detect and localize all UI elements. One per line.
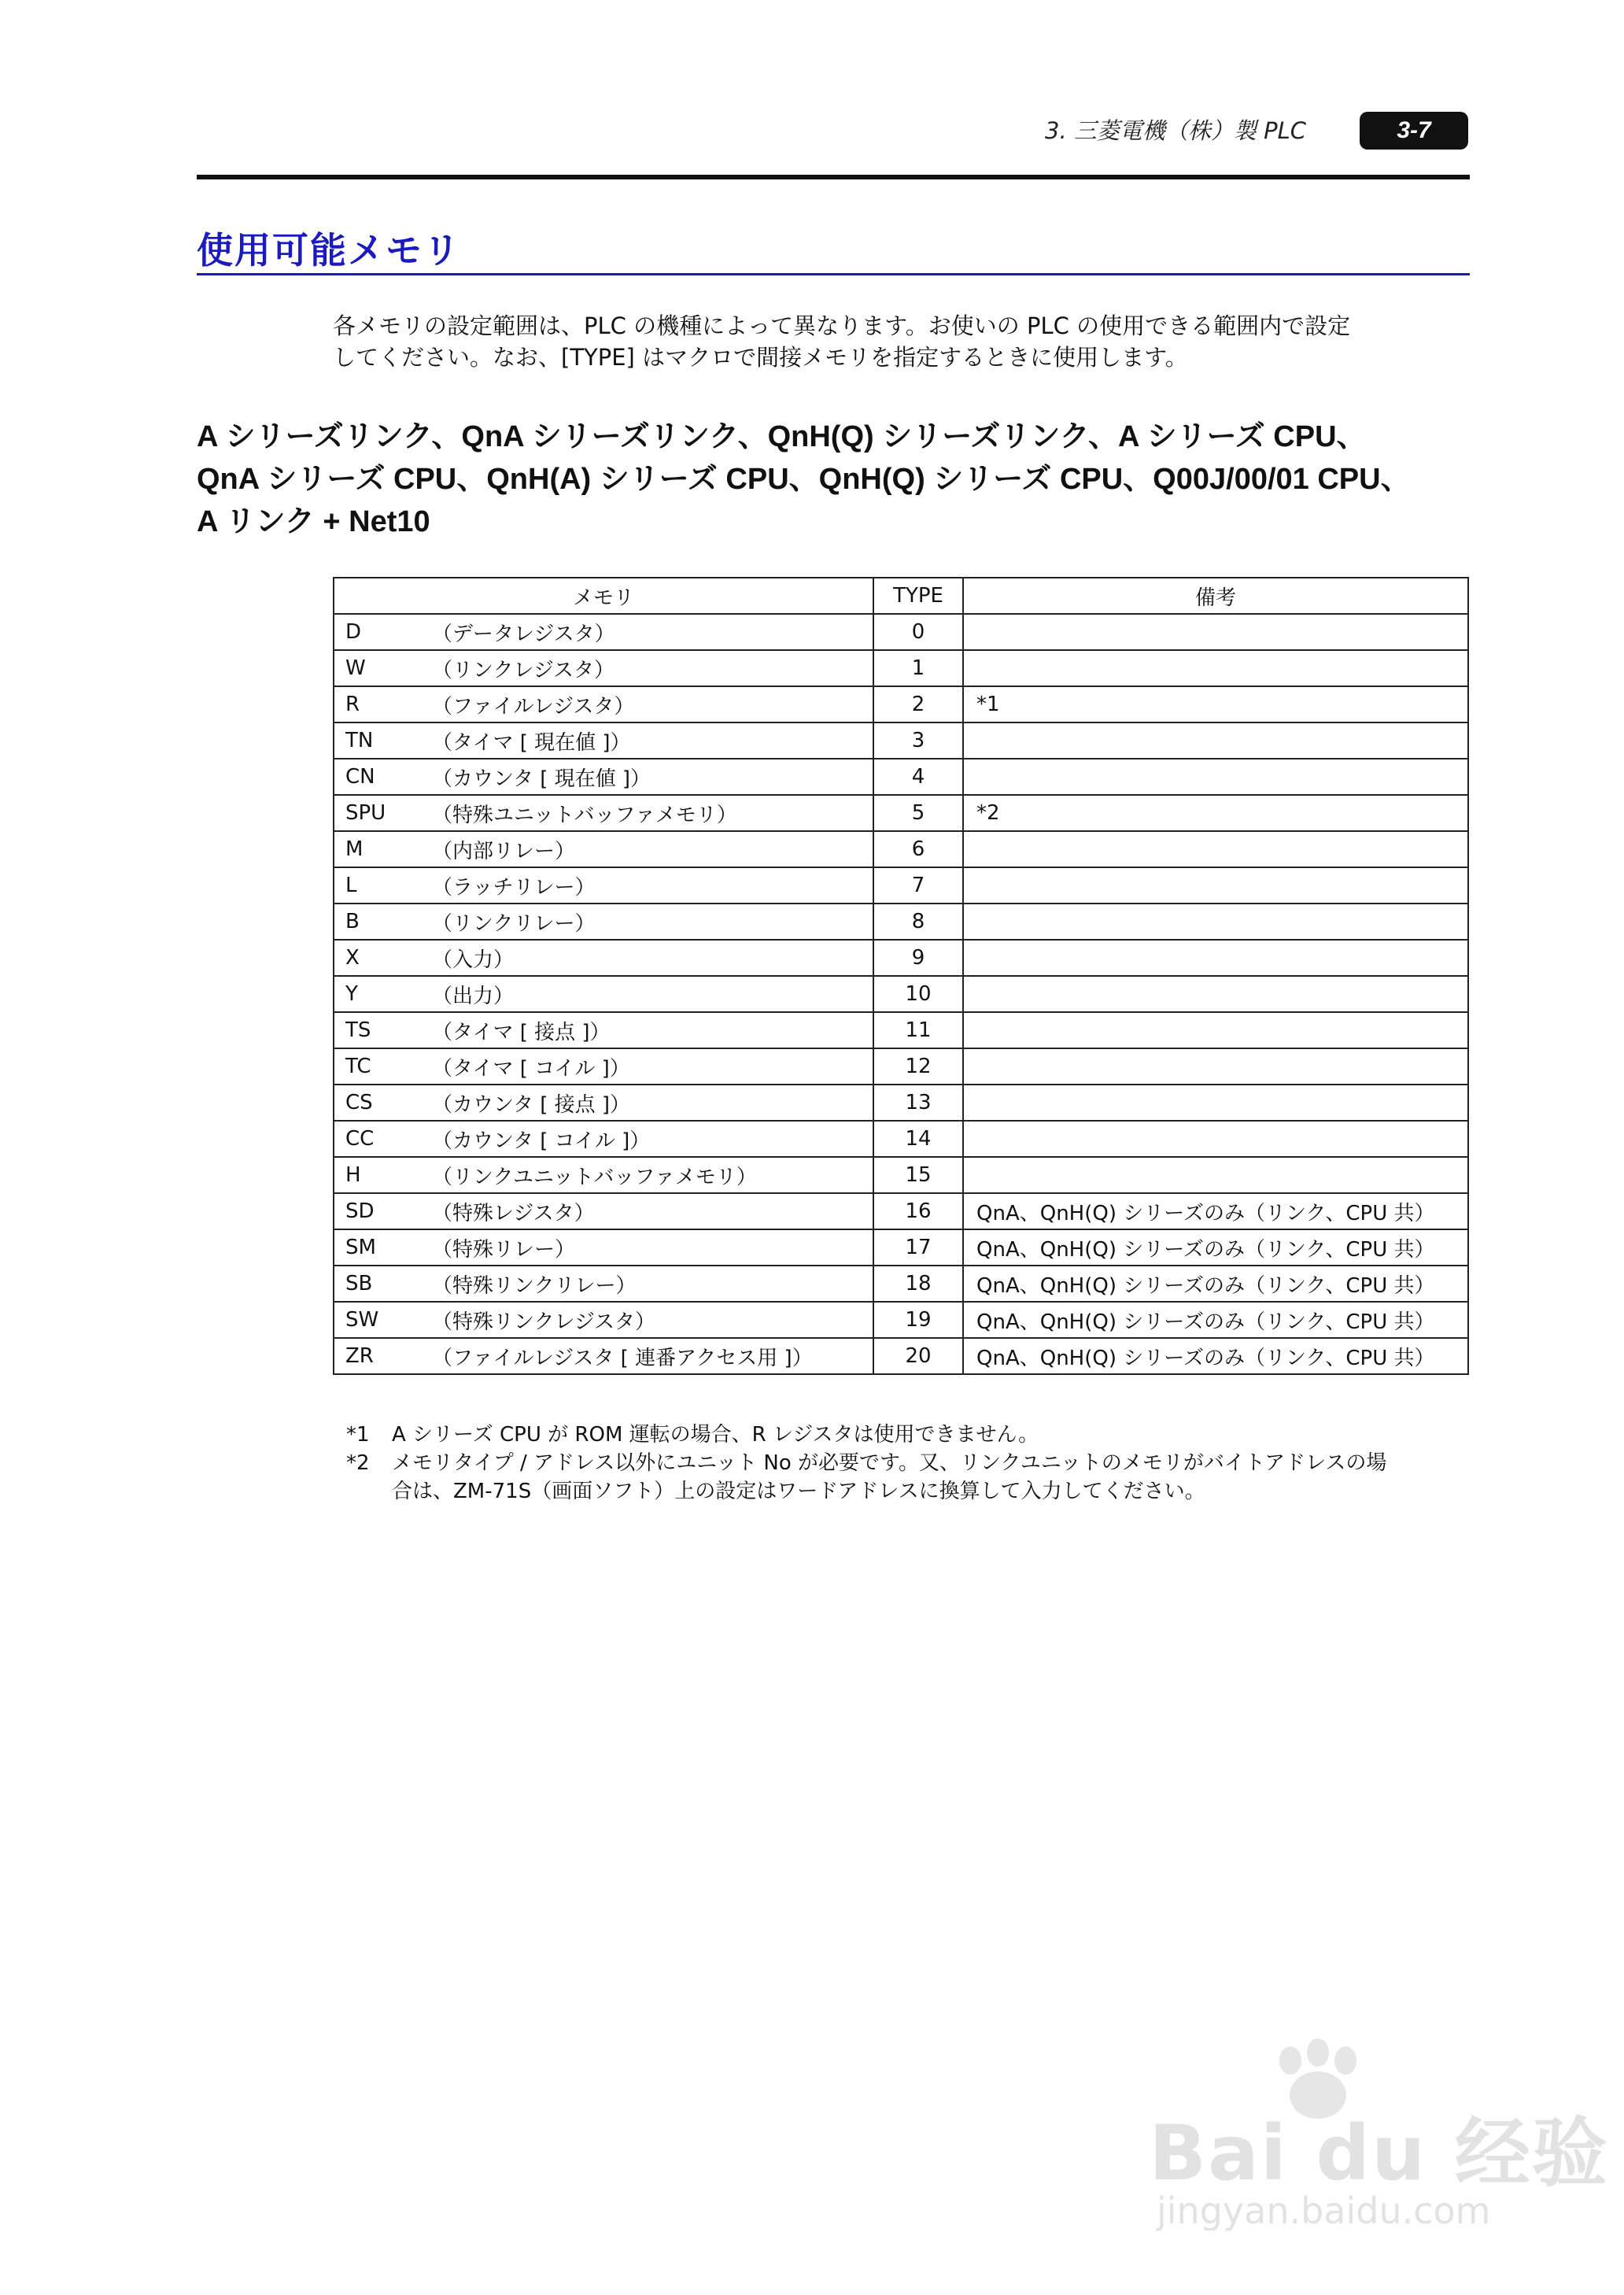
memory-code: W — [334, 650, 432, 686]
type-value: 5 — [873, 795, 963, 831]
memory-description: （ファイルレジスタ） — [432, 686, 873, 722]
type-value: 10 — [873, 976, 963, 1012]
memory-code: ZR — [334, 1338, 432, 1374]
type-value: 12 — [873, 1048, 963, 1085]
table-row — [334, 976, 1468, 1012]
memory-description: （特殊レジスタ） — [432, 1193, 873, 1229]
remarks-cell — [963, 1048, 1468, 1085]
remarks-cell — [963, 940, 1468, 976]
footnotes — [346, 1421, 1479, 1506]
remarks-cell — [963, 1157, 1468, 1193]
remarks-cell — [963, 722, 1468, 759]
memory-description: （タイマ [ 現在値 ]） — [432, 722, 873, 759]
memory-description: （出力） — [432, 976, 873, 1012]
table-row — [334, 650, 1468, 686]
memory-description: （タイマ [ 接点 ]） — [432, 1012, 873, 1048]
memory-description: （カウンタ [ 現在値 ]） — [432, 759, 873, 795]
table-row — [334, 1229, 1468, 1266]
type-value: 0 — [873, 614, 963, 650]
table-row — [334, 1048, 1468, 1085]
type-value: 9 — [873, 940, 963, 976]
header-rule — [197, 175, 1470, 179]
subheading-line: A シリーズリンク、QnA シリーズリンク、QnH(Q) シリーズリンク、A シリーズ CPU、 — [197, 420, 1367, 453]
memory-code: TS — [334, 1012, 432, 1048]
table-row — [334, 940, 1468, 976]
subheading-line: QnA シリーズ CPU、QnH(A) シリーズ CPU、QnH(Q) シリーズ CPU、Q00J/00/01 CPU、 — [197, 463, 1411, 496]
remarks-cell: QnA、QnH(Q) シリーズのみ（リンク、CPU 共） — [963, 1302, 1468, 1338]
remarks-cell: QnA、QnH(Q) シリーズのみ（リンク、CPU 共） — [963, 1229, 1468, 1266]
table-row — [334, 831, 1468, 867]
table-row — [334, 1193, 1468, 1229]
memory-description: （ファイルレジスタ [ 連番アクセス用 ]） — [432, 1338, 873, 1374]
memory-description: （リンクユニットバッファメモリ） — [432, 1157, 873, 1193]
remarks-cell: *2 — [963, 795, 1468, 831]
memory-code: CC — [334, 1121, 432, 1157]
memory-description: （特殊リンクレジスタ） — [432, 1302, 873, 1338]
memory-description: （タイマ [ コイル ]） — [432, 1048, 873, 1085]
memory-description: （内部リレー） — [432, 831, 873, 867]
memory-description: （入力） — [432, 940, 873, 976]
footnote-line: メモリタイプ / アドレス以外にユニット No が必要です。又、リンクユニットのメモリがバイトアドレスの場 — [392, 1451, 1387, 1475]
type-value: 3 — [873, 722, 963, 759]
memory-code: M — [334, 831, 432, 867]
remarks-cell — [963, 650, 1468, 686]
memory-description: （リンクレジスタ） — [432, 650, 873, 686]
memory-description: （ラッチリレー） — [432, 867, 873, 904]
type-value: 1 — [873, 650, 963, 686]
memory-description: （特殊リンクリレー） — [432, 1266, 873, 1302]
table-row — [334, 904, 1468, 940]
memory-description: （リンクリレー） — [432, 904, 873, 940]
memory-code: CS — [334, 1085, 432, 1121]
table-row — [334, 1085, 1468, 1121]
intro-line: してください。なお、[TYPE] はマクロで間接メモリを指定するときに使用します。 — [333, 344, 1188, 371]
intro-line: 各メモリの設定範囲は、PLC の機種によって異なります。お使いの PLC の使用できる範囲内で設定 — [333, 312, 1351, 339]
memory-code: D — [334, 614, 432, 650]
type-value: 19 — [873, 1302, 963, 1338]
remarks-cell — [963, 614, 1468, 650]
table-row — [334, 722, 1468, 759]
type-value: 2 — [873, 686, 963, 722]
type-value: 18 — [873, 1266, 963, 1302]
footnote-mark: *2 — [346, 1451, 370, 1475]
table-row — [334, 1338, 1468, 1374]
memory-code: B — [334, 904, 432, 940]
section-rule — [197, 273, 1470, 275]
type-value: 14 — [873, 1121, 963, 1157]
series-subheading — [197, 416, 1487, 543]
memory-description: （特殊リレー） — [432, 1229, 873, 1266]
type-value: 17 — [873, 1229, 963, 1266]
memory-table — [333, 577, 1469, 1375]
remarks-cell: QnA、QnH(Q) シリーズのみ（リンク、CPU 共） — [963, 1266, 1468, 1302]
footnote-line: 合は、ZM-71S（画面ソフト）上の設定はワードアドレスに換算して入力してください。 — [392, 1480, 1205, 1503]
memory-table-body — [334, 614, 1468, 1374]
type-value: 20 — [873, 1338, 963, 1374]
header-type: TYPE — [873, 578, 963, 614]
memory-code: SD — [334, 1193, 432, 1229]
table-row — [334, 867, 1468, 904]
page-number-badge: 3-7 — [1360, 112, 1468, 150]
footnote-text: A シリーズ CPU が ROM 運転の場合、R レジスタは使用できません。 — [392, 1423, 1039, 1447]
table-row — [334, 795, 1468, 831]
header-memory: メモリ — [334, 578, 873, 614]
type-value: 13 — [873, 1085, 963, 1121]
type-value: 11 — [873, 1012, 963, 1048]
memory-description: （特殊ユニットバッファメモリ） — [432, 795, 873, 831]
remarks-cell — [963, 759, 1468, 795]
remarks-cell — [963, 1012, 1468, 1048]
remarks-cell — [963, 904, 1468, 940]
remarks-cell: *1 — [963, 686, 1468, 722]
type-value: 6 — [873, 831, 963, 867]
table-row — [334, 1266, 1468, 1302]
footnote-2 — [346, 1449, 1479, 1506]
memory-code: H — [334, 1157, 432, 1193]
table-row — [334, 1012, 1468, 1048]
footnote-1 — [346, 1421, 1479, 1449]
type-value: 8 — [873, 904, 963, 940]
type-value: 7 — [873, 867, 963, 904]
remarks-cell — [963, 1121, 1468, 1157]
remarks-cell — [963, 976, 1468, 1012]
type-value: 16 — [873, 1193, 963, 1229]
table-row — [334, 614, 1468, 650]
remarks-cell — [963, 831, 1468, 867]
memory-description: （カウンタ [ コイル ]） — [432, 1121, 873, 1157]
memory-code: CN — [334, 759, 432, 795]
memory-code: R — [334, 686, 432, 722]
memory-description: （データレジスタ） — [432, 614, 873, 650]
table-row — [334, 1121, 1468, 1157]
subheading-line: A リンク + Net10 — [197, 505, 430, 538]
memory-code: X — [334, 940, 432, 976]
table-row — [334, 686, 1468, 722]
section-title: 使用可能メモリ — [197, 229, 461, 272]
remarks-cell — [963, 1085, 1468, 1121]
memory-code: SB — [334, 1266, 432, 1302]
table-row — [334, 759, 1468, 795]
memory-code: Y — [334, 976, 432, 1012]
footnote-mark: *1 — [346, 1423, 370, 1447]
chapter-header: 3. 三菱電機（株）製 PLC — [1045, 117, 1306, 144]
watermark-brand: Bai du 经验 — [1149, 2109, 1609, 2197]
footnote-text — [392, 1449, 1386, 1506]
table-row — [334, 1157, 1468, 1193]
type-value: 15 — [873, 1157, 963, 1193]
memory-code: TC — [334, 1048, 432, 1085]
memory-code: TN — [334, 722, 432, 759]
memory-code: SM — [334, 1229, 432, 1266]
remarks-cell: QnA、QnH(Q) シリーズのみ（リンク、CPU 共） — [963, 1338, 1468, 1374]
memory-code: SPU — [334, 795, 432, 831]
table-row — [334, 1302, 1468, 1338]
memory-code: L — [334, 867, 432, 904]
type-value: 4 — [873, 759, 963, 795]
remarks-cell: QnA、QnH(Q) シリーズのみ（リンク、CPU 共） — [963, 1193, 1468, 1229]
remarks-cell — [963, 867, 1468, 904]
header-remarks: 備考 — [963, 578, 1468, 614]
intro-paragraph — [333, 310, 1474, 373]
memory-description: （カウンタ [ 接点 ]） — [432, 1085, 873, 1121]
watermark-url: jingyan.baidu.com — [1157, 2190, 1491, 2232]
memory-code: SW — [334, 1302, 432, 1338]
